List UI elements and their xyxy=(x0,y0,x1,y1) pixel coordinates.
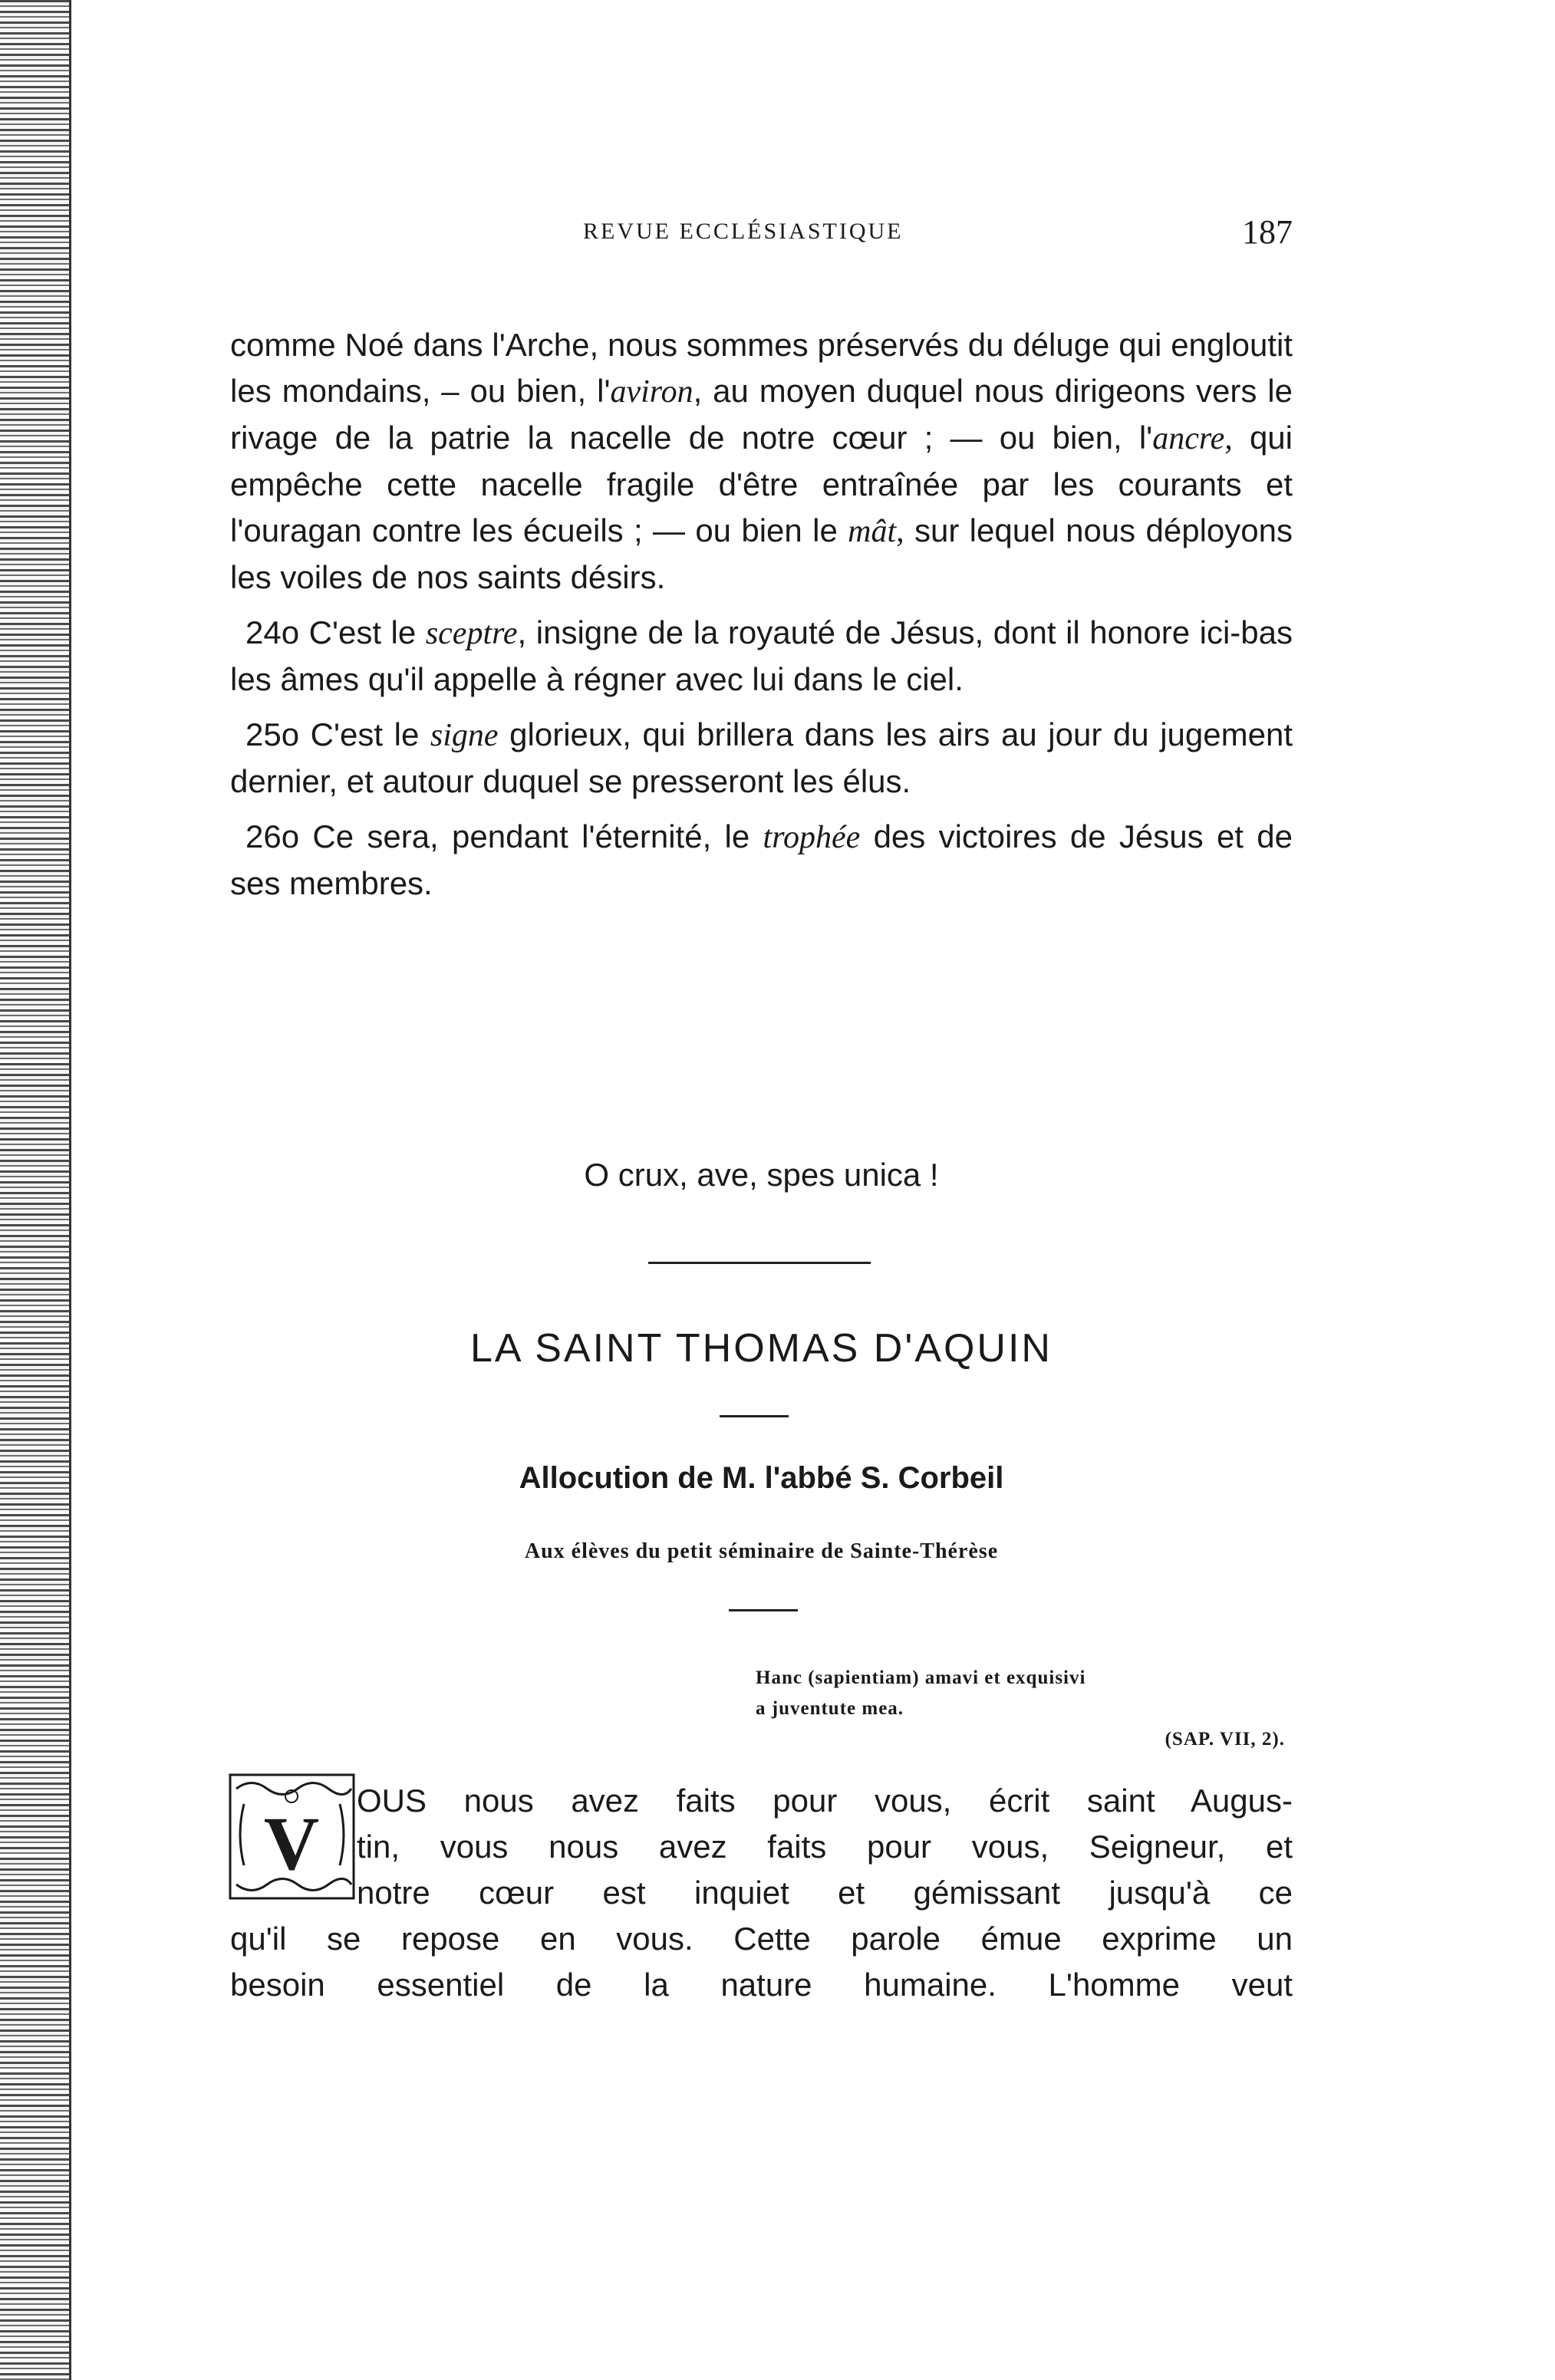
text-run: , insigne de la royauté de Jésus, dont il honore ici-bas les âmes qu'il appelle à régner avec lui dans le ciel. xyxy=(230,614,1293,697)
text-run: 24o C'est le xyxy=(245,614,426,650)
epigraph-line: Hanc (sapientiam) amavi et exquisivi xyxy=(756,1667,1086,1688)
subheading-divider xyxy=(729,1609,798,1611)
page-header xyxy=(230,213,1293,265)
paragraph-4 xyxy=(230,814,1293,907)
audience-subheading: Aux élèves du petit séminaire de Sainte-Thérèse xyxy=(524,1539,999,1563)
title-divider xyxy=(720,1415,789,1417)
italic-term: sceptre xyxy=(425,616,518,651)
text-line: OUS nous avez faits pour vous, écrit saint Augus- xyxy=(357,1783,1293,1819)
text-line: qu'il se repose en vous. Cette parole émue exprime un xyxy=(230,1921,1293,1957)
page-number: 187 xyxy=(1242,213,1293,251)
text-run: qui empêche cette nacelle fragile d'être entraînée par les courants et l'ouragan contre les écueils ; — ou bien le xyxy=(230,420,1293,548)
section-title: LA SAINT THOMAS D'AQUIN xyxy=(470,1326,1053,1371)
text-line: tin, vous nous avez faits pour vous, Seigneur, et xyxy=(357,1829,1293,1865)
italic-term: trophée xyxy=(763,820,861,855)
text-line: besoin essentiel de la nature humaine. L'homme veut xyxy=(230,1967,1293,2003)
page-binding-line xyxy=(69,0,71,2380)
paragraph-2 xyxy=(230,610,1293,703)
text-run: 25o C'est le xyxy=(245,716,430,752)
motto: O crux, ave, spes unica ! xyxy=(584,1157,939,1193)
opening-paragraph xyxy=(230,1778,1293,2008)
text-run: des victoires de Jésus et de ses membres. xyxy=(230,818,1293,901)
allocution-heading: Allocution de M. l'abbé S. Corbeil xyxy=(519,1461,1004,1495)
italic-term: aviron xyxy=(610,374,693,410)
paragraph-3 xyxy=(230,712,1293,805)
epigraph xyxy=(756,1663,1300,1755)
italic-term: signe xyxy=(430,718,499,753)
text-run: comme Noé dans l'Arche, nous sommes préservés du déluge qui engloutit les mondains, – ou bien, l' xyxy=(230,327,1293,409)
text-run: sur lequel nous déployons les voiles de nos saints désirs. xyxy=(230,512,1293,595)
italic-term: mât, xyxy=(848,514,904,549)
epigraph-line: a juventute mea. xyxy=(756,1698,904,1719)
page-binding-edge xyxy=(0,0,69,2380)
paragraph-1 xyxy=(230,322,1293,601)
text-run: , au moyen duquel nous dirigeons vers le rivage de la patrie la nacelle de notre cœur ; — ou bien, l' xyxy=(230,373,1293,456)
dropcap-letter: V xyxy=(263,1801,320,1886)
text-run: glorieux, qui brillera dans les airs au jour du jugement dernier, et autour duquel se presseront les élus. xyxy=(230,716,1293,799)
epigraph-source: (SAP. VII, 2). xyxy=(1165,1729,1285,1750)
italic-term: ancre, xyxy=(1152,421,1233,456)
text-line: notre cœur est inquiet et gémissant jusqu'à ce xyxy=(357,1875,1293,1911)
text-run: 26o Ce sera, pendant l'éternité, le xyxy=(245,818,763,854)
running-title: REVUE ECCLÉSIASTIQUE xyxy=(583,219,904,244)
section-divider xyxy=(648,1262,871,1264)
body-text xyxy=(230,322,1293,916)
